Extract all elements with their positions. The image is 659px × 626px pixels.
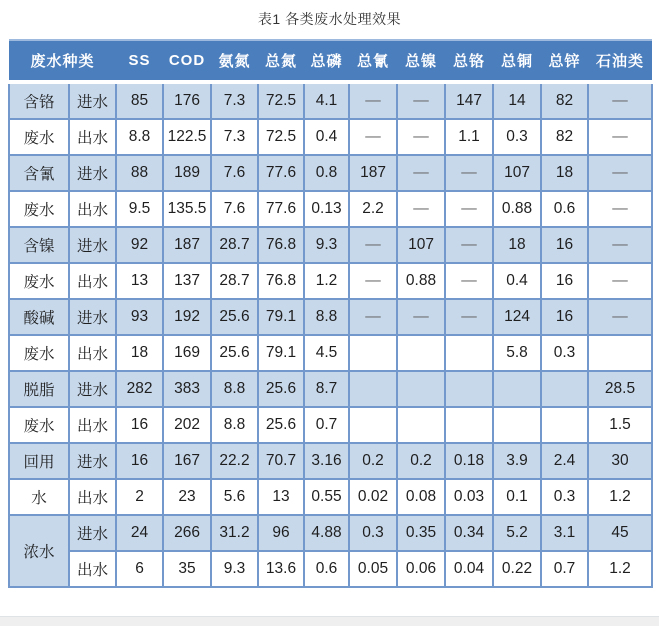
table-cell: — bbox=[588, 227, 652, 263]
row-phase-label: 进水 bbox=[69, 299, 116, 335]
table-cell: 0.7 bbox=[304, 407, 349, 443]
row-phase-label: 出水 bbox=[69, 119, 116, 155]
table-cell: 0.18 bbox=[445, 443, 493, 479]
table-cell: 72.5 bbox=[258, 82, 304, 119]
table-cell: 14 bbox=[493, 82, 541, 119]
column-header-0: 废水种类 bbox=[9, 40, 116, 82]
table-cell: 0.35 bbox=[397, 515, 445, 551]
table-cell: 8.7 bbox=[304, 371, 349, 407]
row-group-label: 脱脂 bbox=[9, 371, 69, 407]
table-cell: — bbox=[445, 191, 493, 227]
bottom-strip bbox=[0, 616, 659, 626]
table-cell: 0.4 bbox=[493, 263, 541, 299]
table-cell: 0.3 bbox=[493, 119, 541, 155]
table-cell: — bbox=[588, 155, 652, 191]
table-cell: 0.2 bbox=[349, 443, 397, 479]
table-cell: 45 bbox=[588, 515, 652, 551]
row-group-label: 废水 bbox=[9, 407, 69, 443]
table-cell bbox=[541, 371, 588, 407]
table-cell: 187 bbox=[163, 227, 211, 263]
table-cell bbox=[349, 371, 397, 407]
table-cell: 0.55 bbox=[304, 479, 349, 515]
table-cell: 13 bbox=[116, 263, 163, 299]
table-cell: 0.6 bbox=[541, 191, 588, 227]
table-row bbox=[9, 227, 652, 263]
table-cell: 79.1 bbox=[258, 335, 304, 371]
table-cell: 25.6 bbox=[258, 407, 304, 443]
table-cell: — bbox=[445, 263, 493, 299]
table-cell: 76.8 bbox=[258, 227, 304, 263]
table-cell: — bbox=[588, 119, 652, 155]
table-cell bbox=[397, 407, 445, 443]
table-cell: 4.1 bbox=[304, 82, 349, 119]
row-group-label: 酸碱 bbox=[9, 299, 69, 335]
table-cell: 16 bbox=[116, 443, 163, 479]
table-cell: 0.04 bbox=[445, 551, 493, 587]
table-title: 表1 各类废水处理效果 bbox=[257, 11, 402, 27]
wastewater-treatment-table bbox=[8, 39, 653, 588]
table-cell bbox=[445, 407, 493, 443]
table-cell: 383 bbox=[163, 371, 211, 407]
column-header-10: 总锌 bbox=[541, 40, 588, 82]
table-cell: 0.88 bbox=[493, 191, 541, 227]
table-cell: 25.6 bbox=[211, 299, 258, 335]
column-header-11: 石油类 bbox=[588, 40, 652, 82]
table-cell: 18 bbox=[493, 227, 541, 263]
row-phase-label: 进水 bbox=[69, 227, 116, 263]
table-cell: 93 bbox=[116, 299, 163, 335]
table-cell: 0.8 bbox=[304, 155, 349, 191]
table-cell: 9.3 bbox=[304, 227, 349, 263]
table-cell: 6 bbox=[116, 551, 163, 587]
table-cell: — bbox=[397, 299, 445, 335]
table-cell: 1.2 bbox=[588, 551, 652, 587]
row-phase-label: 出水 bbox=[69, 479, 116, 515]
table-cell: 169 bbox=[163, 335, 211, 371]
table-body bbox=[9, 82, 652, 587]
table-row bbox=[9, 371, 652, 407]
table-cell: 24 bbox=[116, 515, 163, 551]
table-cell: — bbox=[445, 227, 493, 263]
table-cell: 28.5 bbox=[588, 371, 652, 407]
table-cell: 122.5 bbox=[163, 119, 211, 155]
table-cell: 7.3 bbox=[211, 82, 258, 119]
column-header-8: 总铬 bbox=[445, 40, 493, 82]
table-cell: — bbox=[349, 227, 397, 263]
table-cell: 1.2 bbox=[588, 479, 652, 515]
table-cell: 0.6 bbox=[304, 551, 349, 587]
table-cell: 77.6 bbox=[258, 191, 304, 227]
table-cell: 0.3 bbox=[541, 335, 588, 371]
table-cell: 0.1 bbox=[493, 479, 541, 515]
table-cell: 9.5 bbox=[116, 191, 163, 227]
row-group-label: 废水 bbox=[9, 191, 69, 227]
table-cell: 5.8 bbox=[493, 335, 541, 371]
table-cell: 31.2 bbox=[211, 515, 258, 551]
table-cell: — bbox=[349, 119, 397, 155]
table-cell: 0.2 bbox=[397, 443, 445, 479]
table-cell: 16 bbox=[541, 299, 588, 335]
table-cell bbox=[397, 371, 445, 407]
row-group-label: 回用 bbox=[9, 443, 69, 479]
table-cell: — bbox=[588, 263, 652, 299]
table-cell: — bbox=[588, 299, 652, 335]
row-group-label: 含镍 bbox=[9, 227, 69, 263]
table-cell bbox=[349, 335, 397, 371]
table-cell: 25.6 bbox=[211, 335, 258, 371]
table-cell: 0.3 bbox=[349, 515, 397, 551]
table-cell: 0.4 bbox=[304, 119, 349, 155]
table-cell bbox=[588, 335, 652, 371]
table-cell: 107 bbox=[397, 227, 445, 263]
table-cell: 0.06 bbox=[397, 551, 445, 587]
row-phase-label: 进水 bbox=[69, 82, 116, 119]
table-row bbox=[9, 119, 652, 155]
table-cell: — bbox=[397, 191, 445, 227]
table-cell: 79.1 bbox=[258, 299, 304, 335]
table-row bbox=[9, 407, 652, 443]
table-cell: 16 bbox=[541, 263, 588, 299]
row-group-label: 浓水 bbox=[9, 515, 69, 587]
table-cell: 7.6 bbox=[211, 155, 258, 191]
table-cell: 187 bbox=[349, 155, 397, 191]
table-cell: 107 bbox=[493, 155, 541, 191]
table-cell: — bbox=[397, 82, 445, 119]
table-row bbox=[9, 479, 652, 515]
table-cell bbox=[493, 371, 541, 407]
table-cell bbox=[349, 407, 397, 443]
table-cell bbox=[493, 407, 541, 443]
column-header-5: 总磷 bbox=[304, 40, 349, 82]
table-cell: 5.2 bbox=[493, 515, 541, 551]
table-cell: 16 bbox=[541, 227, 588, 263]
row-group-label: 废水 bbox=[9, 119, 69, 155]
table-cell: 0.22 bbox=[493, 551, 541, 587]
table-row bbox=[9, 515, 652, 551]
table-row bbox=[9, 443, 652, 479]
table-cell: 92 bbox=[116, 227, 163, 263]
table-cell: 0.13 bbox=[304, 191, 349, 227]
table-row bbox=[9, 263, 652, 299]
table-cell: 28.7 bbox=[211, 263, 258, 299]
table-cell: 96 bbox=[258, 515, 304, 551]
table-cell: 0.02 bbox=[349, 479, 397, 515]
table-cell: 3.1 bbox=[541, 515, 588, 551]
table-cell: 124 bbox=[493, 299, 541, 335]
table-cell: 202 bbox=[163, 407, 211, 443]
row-phase-label: 进水 bbox=[69, 515, 116, 551]
table-cell: 8.8 bbox=[211, 407, 258, 443]
table-cell: 7.3 bbox=[211, 119, 258, 155]
table-cell: 22.2 bbox=[211, 443, 258, 479]
table-cell: 8.8 bbox=[211, 371, 258, 407]
header-row bbox=[9, 40, 652, 82]
table-cell: 23 bbox=[163, 479, 211, 515]
row-phase-label: 出水 bbox=[69, 407, 116, 443]
table-cell: 70.7 bbox=[258, 443, 304, 479]
table-cell: 137 bbox=[163, 263, 211, 299]
table-cell: 176 bbox=[163, 82, 211, 119]
table-cell: — bbox=[445, 299, 493, 335]
table-cell: — bbox=[349, 263, 397, 299]
table-cell: — bbox=[397, 119, 445, 155]
table-cell: — bbox=[588, 191, 652, 227]
table-cell: 2 bbox=[116, 479, 163, 515]
table-cell: 192 bbox=[163, 299, 211, 335]
row-group-label: 含氰 bbox=[9, 155, 69, 191]
table-cell: 82 bbox=[541, 119, 588, 155]
table-cell: 16 bbox=[116, 407, 163, 443]
row-phase-label: 出水 bbox=[69, 335, 116, 371]
table-cell: 2.4 bbox=[541, 443, 588, 479]
table-cell: 1.5 bbox=[588, 407, 652, 443]
table-cell: 8.8 bbox=[116, 119, 163, 155]
table-cell: 35 bbox=[163, 551, 211, 587]
table-cell: — bbox=[349, 82, 397, 119]
table-cell: 167 bbox=[163, 443, 211, 479]
table-cell bbox=[445, 371, 493, 407]
table-row bbox=[9, 299, 652, 335]
column-header-4: 总氮 bbox=[258, 40, 304, 82]
table-cell: 3.9 bbox=[493, 443, 541, 479]
row-phase-label: 进水 bbox=[69, 155, 116, 191]
row-group-label: 废水 bbox=[9, 263, 69, 299]
row-phase-label: 进水 bbox=[69, 443, 116, 479]
table-cell: 7.6 bbox=[211, 191, 258, 227]
table-cell: 25.6 bbox=[258, 371, 304, 407]
table-row bbox=[9, 551, 652, 587]
table-cell: 13 bbox=[258, 479, 304, 515]
column-header-3: 氨氮 bbox=[211, 40, 258, 82]
table-cell: 13.6 bbox=[258, 551, 304, 587]
column-header-7: 总镍 bbox=[397, 40, 445, 82]
table-cell: 147 bbox=[445, 82, 493, 119]
table-cell: 2.2 bbox=[349, 191, 397, 227]
row-group-label: 废水 bbox=[9, 335, 69, 371]
table-cell: — bbox=[445, 155, 493, 191]
table-row bbox=[9, 82, 652, 119]
table-cell: 30 bbox=[588, 443, 652, 479]
column-header-2: COD bbox=[163, 40, 211, 82]
table-cell: 28.7 bbox=[211, 227, 258, 263]
table-cell: 0.05 bbox=[349, 551, 397, 587]
table-cell: 3.16 bbox=[304, 443, 349, 479]
column-header-6: 总氰 bbox=[349, 40, 397, 82]
table-cell bbox=[541, 407, 588, 443]
table-cell: 9.3 bbox=[211, 551, 258, 587]
row-phase-label: 进水 bbox=[69, 371, 116, 407]
table-cell: 0.34 bbox=[445, 515, 493, 551]
table-cell: 189 bbox=[163, 155, 211, 191]
table-cell: 0.3 bbox=[541, 479, 588, 515]
table-cell: — bbox=[349, 299, 397, 335]
row-phase-label: 出水 bbox=[69, 551, 116, 587]
table-cell: 76.8 bbox=[258, 263, 304, 299]
table-cell bbox=[397, 335, 445, 371]
table-header bbox=[9, 40, 652, 82]
table-cell: 4.5 bbox=[304, 335, 349, 371]
table-row bbox=[9, 191, 652, 227]
row-group-label: 含铬 bbox=[9, 82, 69, 119]
table-cell: 266 bbox=[163, 515, 211, 551]
table-cell: 135.5 bbox=[163, 191, 211, 227]
table-cell: 282 bbox=[116, 371, 163, 407]
table-cell bbox=[445, 335, 493, 371]
table-cell: 4.88 bbox=[304, 515, 349, 551]
table-cell: 8.8 bbox=[304, 299, 349, 335]
table-cell: 82 bbox=[541, 82, 588, 119]
table-cell: 5.6 bbox=[211, 479, 258, 515]
column-header-1: SS bbox=[116, 40, 163, 82]
table-cell: 1.1 bbox=[445, 119, 493, 155]
row-phase-label: 出水 bbox=[69, 191, 116, 227]
table-cell: 0.88 bbox=[397, 263, 445, 299]
row-group-label: 水 bbox=[9, 479, 69, 515]
table-cell: 18 bbox=[541, 155, 588, 191]
column-header-9: 总铜 bbox=[493, 40, 541, 82]
table-row bbox=[9, 335, 652, 371]
row-phase-label: 出水 bbox=[69, 263, 116, 299]
table-cell: 0.7 bbox=[541, 551, 588, 587]
table-cell: 85 bbox=[116, 82, 163, 119]
table-cell: 77.6 bbox=[258, 155, 304, 191]
table-cell: 0.08 bbox=[397, 479, 445, 515]
table-cell: — bbox=[397, 155, 445, 191]
table-row bbox=[9, 155, 652, 191]
table-cell: 88 bbox=[116, 155, 163, 191]
table-cell: 72.5 bbox=[258, 119, 304, 155]
table-cell: 18 bbox=[116, 335, 163, 371]
table-cell: 0.03 bbox=[445, 479, 493, 515]
table-cell: — bbox=[588, 82, 652, 119]
table-cell: 1.2 bbox=[304, 263, 349, 299]
